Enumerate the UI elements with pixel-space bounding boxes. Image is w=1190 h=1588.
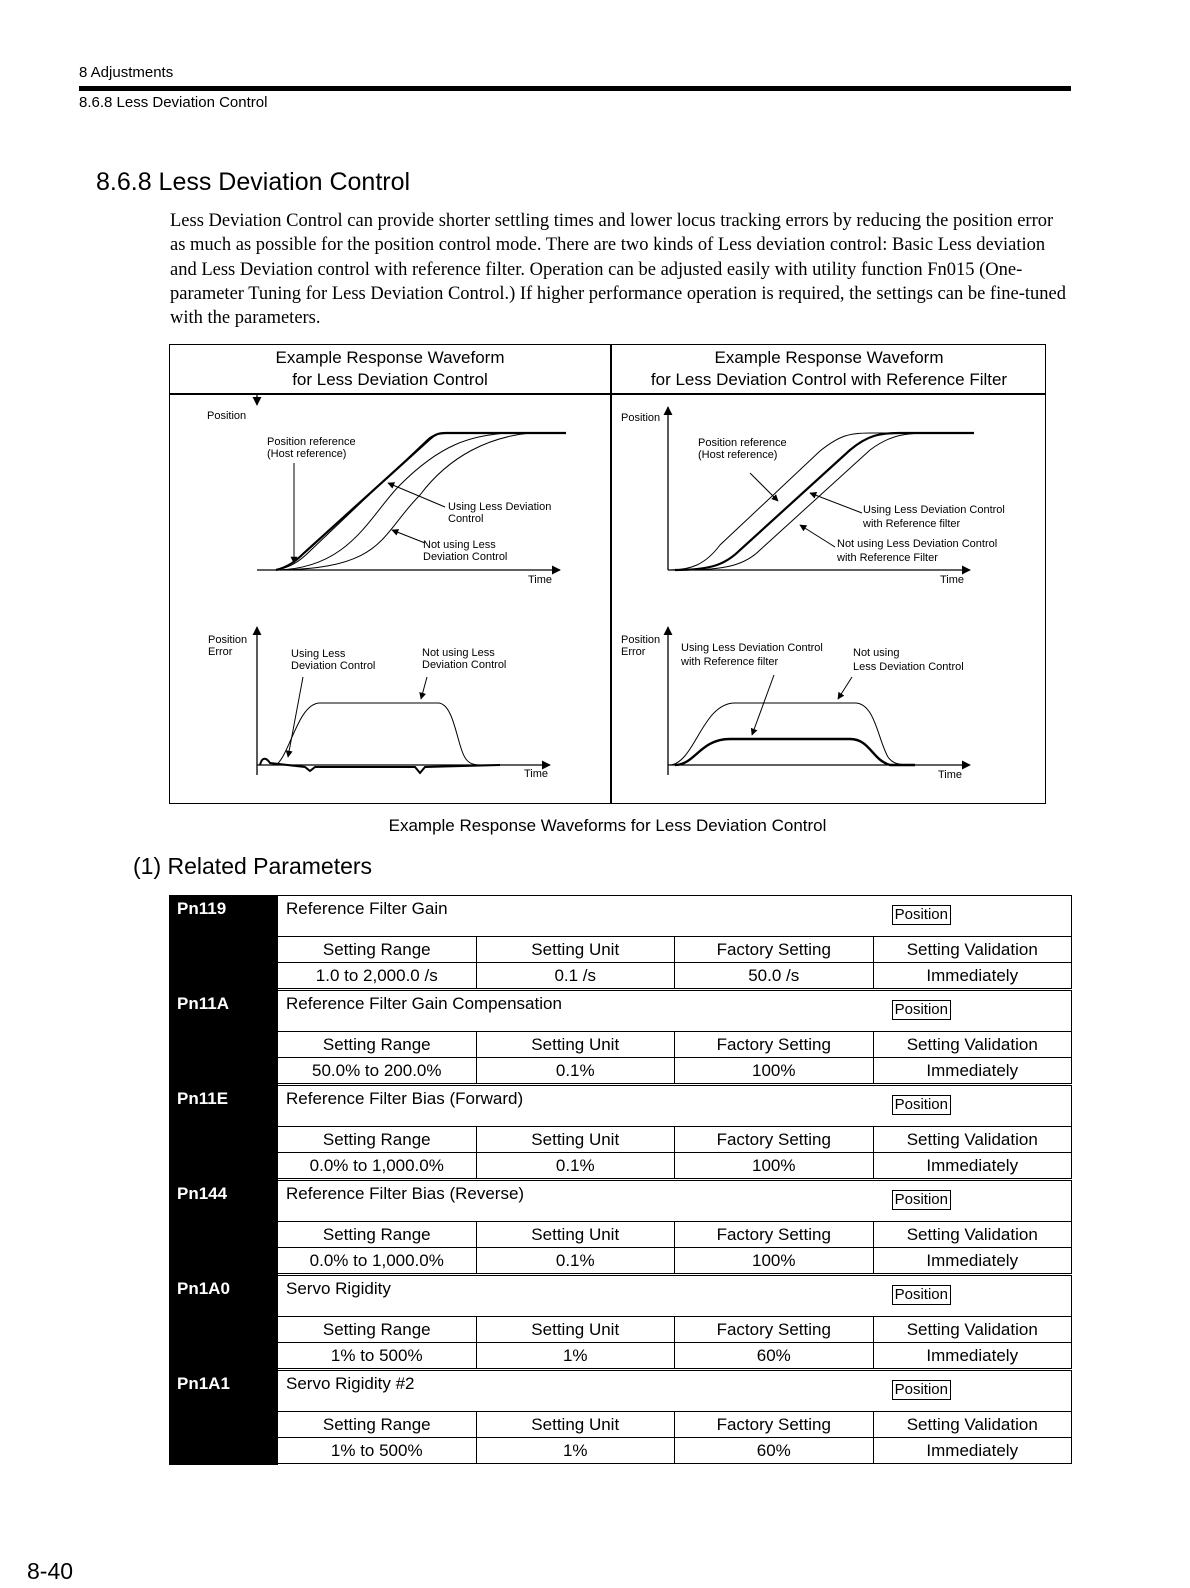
parameter-name: Reference Filter Gain Compensation <box>286 994 562 1013</box>
left-err-notusing-curve <box>276 703 500 765</box>
left-notusing-arrow <box>392 530 425 543</box>
left-err-time-label: Time <box>524 768 549 780</box>
parameter-row <box>169 1085 1072 1180</box>
left-err-axis-label-2: Error <box>208 646 233 658</box>
parameter-name: Reference Filter Bias (Forward) <box>286 1089 524 1108</box>
parameter-name: Reference Filter Bias (Reverse) <box>286 1184 525 1203</box>
right-err-using-arrow <box>752 675 774 735</box>
figure-header-left-line1: Example Response Waveform <box>275 348 505 367</box>
value-setting-unit: 0.1% <box>476 1153 675 1179</box>
left-err-using-curve <box>260 759 500 773</box>
parameter-body <box>277 1370 1072 1465</box>
left-err-notusing-arrow <box>421 677 427 699</box>
value-setting-unit: 0.1% <box>476 1058 675 1084</box>
header-setting-range: Setting Range <box>278 1222 477 1248</box>
header-setting-range: Setting Range <box>278 937 477 963</box>
control-mode-badge: Position <box>892 1285 951 1305</box>
right-err-notusing-label-2: Less Deviation Control <box>853 661 964 673</box>
parameter-list <box>169 895 1072 1465</box>
header-factory-setting: Factory Setting <box>675 1127 874 1153</box>
header-setting-validation: Setting Validation <box>873 937 1072 963</box>
header-setting-unit: Setting Unit <box>476 1032 675 1058</box>
left-err-using-arrow <box>288 677 303 757</box>
left-err-notusing-label-2: Deviation Control <box>422 659 507 671</box>
control-mode-badge: Position <box>892 1095 951 1115</box>
value-setting-validation: Immediately <box>873 963 1072 989</box>
value-factory-setting: 100% <box>675 1153 874 1179</box>
right-notusing-label-2: with Reference Filter <box>837 552 938 564</box>
running-header-chapter: 8 Adjustments <box>79 64 174 81</box>
left-error-plot <box>208 627 550 780</box>
parameter-table-header <box>278 1317 1072 1343</box>
parameter-title-row <box>277 1180 1072 1221</box>
left-err-notusing-label-1: Not using Less <box>422 647 495 659</box>
right-err-time-label: Time <box>938 769 963 781</box>
left-pos-axis-label: Position <box>207 410 247 422</box>
header-factory-setting: Factory Setting <box>675 1032 874 1058</box>
value-factory-setting: 60% <box>675 1343 874 1369</box>
left-using-label-2: Control <box>448 513 484 525</box>
header-setting-validation: Setting Validation <box>873 1317 1072 1343</box>
left-notusing-label-1: Not using Less <box>423 539 496 551</box>
parameter-table-header <box>278 1032 1072 1058</box>
page-number: 8-40 <box>27 1558 74 1584</box>
parameter-body <box>277 895 1072 990</box>
value-setting-validation: Immediately <box>873 1343 1072 1369</box>
parameter-table <box>277 1316 1072 1369</box>
intro-paragraph: Less Deviation Control can provide shorter settling times and lower locus tracking errors by reducing the position error as much as possible for the position control mode. There are two kinds of Less deviation control: Basic Less deviation and Less Deviation control with reference filter. Operation can be adjusted easily with utility function Fn015 (One-parameter Tuning for Less Deviation Control.) If higher performance operation is required, the settings can be fine-tuned with the parameters. <box>170 211 1066 329</box>
value-factory-setting: 100% <box>675 1058 874 1084</box>
right-notusing-label-1: Not using Less Deviation Control <box>837 538 998 550</box>
parameter-title-row <box>277 1275 1072 1316</box>
value-setting-unit: 1% <box>476 1343 675 1369</box>
parameter-name: Reference Filter Gain <box>286 899 448 918</box>
parameter-row <box>169 895 1072 990</box>
header-setting-unit: Setting Unit <box>476 1222 675 1248</box>
running-header-section: 8.6.8 Less Deviation Control <box>79 94 268 111</box>
header-setting-validation: Setting Validation <box>873 1127 1072 1153</box>
parameter-table-header <box>278 1222 1072 1248</box>
figure-caption: Example Response Waveforms for Less Deviation Control <box>388 816 827 835</box>
parameter-table-values <box>278 1343 1072 1369</box>
right-using-label-1: Using Less Deviation Control <box>863 504 1005 516</box>
parameter-table <box>277 936 1072 989</box>
value-setting-range: 1% to 500% <box>278 1343 477 1369</box>
parameter-table-values <box>278 1438 1072 1464</box>
parameter-body <box>277 1180 1072 1275</box>
value-setting-unit: 0.1% <box>476 1248 675 1274</box>
header-setting-range: Setting Range <box>278 1127 477 1153</box>
header-setting-unit: Setting Unit <box>476 937 675 963</box>
parameter-table-values <box>278 1248 1072 1274</box>
right-ref-label-2: (Host reference) <box>698 449 778 461</box>
value-factory-setting: 60% <box>675 1438 874 1464</box>
value-setting-range: 1% to 500% <box>278 1438 477 1464</box>
parameter-body <box>277 990 1072 1085</box>
right-using-label-2: with Reference filter <box>863 518 961 530</box>
parameter-body <box>277 1085 1072 1180</box>
header-factory-setting: Factory Setting <box>675 1412 874 1438</box>
parameter-title-row <box>277 990 1072 1031</box>
right-pos-time-label: Time <box>940 574 965 586</box>
parameter-table-header <box>278 1127 1072 1153</box>
parameter-title-row <box>277 1370 1072 1411</box>
value-setting-range: 0.0% to 1,000.0% <box>278 1248 477 1274</box>
header-rule <box>79 86 1071 91</box>
parameter-table <box>277 1126 1072 1179</box>
left-ref-label-1: Position reference <box>267 436 356 448</box>
parameter-title-row <box>277 895 1072 936</box>
parameter-number: Pn144 <box>169 1180 278 1275</box>
parameter-number: Pn11A <box>169 990 278 1085</box>
figure-header-right-line2: for Less Deviation Control with Reference Filter <box>650 370 1008 389</box>
header-factory-setting: Factory Setting <box>675 937 874 963</box>
header-setting-range: Setting Range <box>278 1032 477 1058</box>
response-waveform-figure <box>169 344 1046 804</box>
right-ref-arrow <box>750 473 778 501</box>
right-notusing-arrow <box>800 525 835 547</box>
right-using-arrow <box>810 493 862 513</box>
value-factory-setting: 50.0 /s <box>675 963 874 989</box>
left-pos-time-label: Time <box>528 574 553 586</box>
left-notusing-label-2: Deviation Control <box>423 551 508 563</box>
header-setting-validation: Setting Validation <box>873 1032 1072 1058</box>
parameter-table <box>277 1411 1072 1464</box>
left-ref-label-2: (Host reference) <box>267 448 347 460</box>
right-err-axis-label-2: Error <box>621 646 646 658</box>
parameter-number: Pn11E <box>169 1085 278 1180</box>
header-setting-validation: Setting Validation <box>873 1222 1072 1248</box>
control-mode-badge: Position <box>892 1000 951 1020</box>
value-setting-range: 50.0% to 200.0% <box>278 1058 477 1084</box>
parameter-title-row <box>277 1085 1072 1126</box>
parameter-row <box>169 990 1072 1085</box>
parameter-number: Pn1A0 <box>169 1275 278 1370</box>
value-setting-unit: 0.1 /s <box>476 963 675 989</box>
right-err-using-curve <box>675 739 915 765</box>
left-using-label-1: Using Less Deviation <box>448 501 552 513</box>
subsection-title: (1) Related Parameters <box>133 853 373 879</box>
header-setting-range: Setting Range <box>278 1412 477 1438</box>
figure-header-right-line1: Example Response Waveform <box>714 348 944 367</box>
header-setting-unit: Setting Unit <box>476 1317 675 1343</box>
value-setting-validation: Immediately <box>873 1248 1072 1274</box>
parameter-row <box>169 1275 1072 1370</box>
parameter-name: Servo Rigidity <box>286 1279 391 1298</box>
parameter-table <box>277 1031 1072 1084</box>
parameter-table <box>277 1221 1072 1274</box>
header-factory-setting: Factory Setting <box>675 1317 874 1343</box>
value-setting-validation: Immediately <box>873 1153 1072 1179</box>
value-setting-validation: Immediately <box>873 1438 1072 1464</box>
parameter-table-values <box>278 1153 1072 1179</box>
right-err-notusing-label-1: Not using <box>853 647 900 659</box>
control-mode-badge: Position <box>892 1380 951 1400</box>
right-pos-axis-label: Position <box>621 412 661 424</box>
parameter-body <box>277 1275 1072 1370</box>
value-setting-range: 0.0% to 1,000.0% <box>278 1153 477 1179</box>
left-position-plot <box>207 395 566 586</box>
value-factory-setting: 100% <box>675 1248 874 1274</box>
right-err-notusing-arrow <box>838 677 852 699</box>
right-position-plot <box>621 407 1005 586</box>
right-ref-label-1: Position reference <box>698 437 787 449</box>
value-setting-range: 1.0 to 2,000.0 /s <box>278 963 477 989</box>
parameter-row <box>169 1180 1072 1275</box>
control-mode-badge: Position <box>892 905 951 925</box>
parameter-row <box>169 1370 1072 1465</box>
figure-header-left <box>170 345 610 393</box>
header-factory-setting: Factory Setting <box>675 1222 874 1248</box>
value-setting-validation: Immediately <box>873 1058 1072 1084</box>
parameter-table-values <box>278 963 1072 989</box>
parameter-name: Servo Rigidity #2 <box>286 1374 415 1393</box>
right-err-notusing-curve <box>670 703 930 765</box>
figure-header-right <box>612 345 1046 393</box>
parameter-table-header <box>278 937 1072 963</box>
right-err-using-label-1: Using Less Deviation Control <box>681 642 823 654</box>
header-setting-range: Setting Range <box>278 1317 477 1343</box>
parameter-table-header <box>278 1412 1072 1438</box>
header-setting-validation: Setting Validation <box>873 1412 1072 1438</box>
value-setting-unit: 1% <box>476 1438 675 1464</box>
parameter-table-values <box>278 1058 1072 1084</box>
figure-header-left-line2: for Less Deviation Control <box>292 370 488 389</box>
parameter-number: Pn119 <box>169 895 278 990</box>
left-err-using-label-1: Using Less <box>291 648 346 660</box>
parameter-number: Pn1A1 <box>169 1370 278 1465</box>
right-error-plot <box>621 627 970 781</box>
header-setting-unit: Setting Unit <box>476 1412 675 1438</box>
waveform-diagrams <box>170 395 1044 801</box>
left-err-axis-label-1: Position <box>208 634 248 646</box>
right-err-using-label-2: with Reference filter <box>681 656 779 668</box>
section-title: 8.6.8 Less Deviation Control <box>96 168 411 196</box>
left-using-arrow <box>388 483 445 507</box>
control-mode-badge: Position <box>892 1190 951 1210</box>
left-err-using-label-2: Deviation Control <box>291 660 376 672</box>
right-err-axis-label-1: Position <box>621 634 661 646</box>
header-setting-unit: Setting Unit <box>476 1127 675 1153</box>
